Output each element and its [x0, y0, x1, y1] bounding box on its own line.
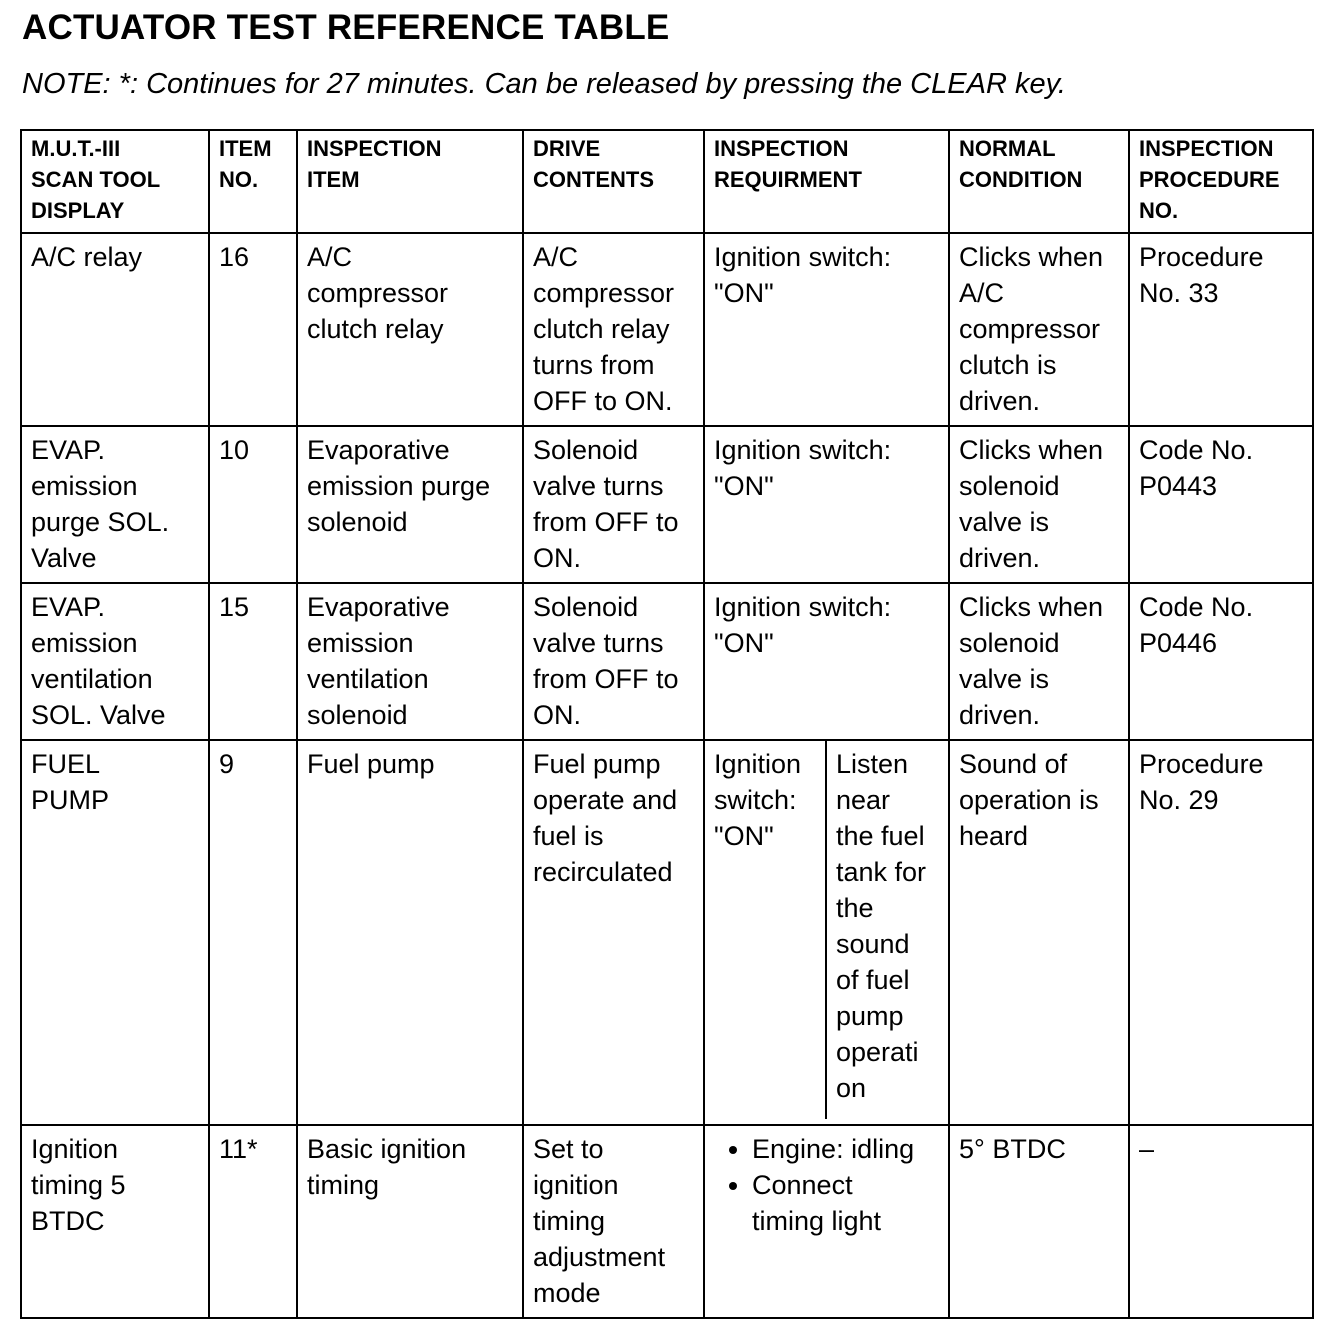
table-row — [21, 583, 1313, 740]
cell-normal-condition: 5° BTDC — [949, 1125, 1129, 1318]
requirement-bullet-list — [714, 1131, 942, 1239]
cell-procedure: Code No. P0443 — [1129, 426, 1313, 583]
col-header-display: M.U.T.-III SCAN TOOL DISPLAY — [21, 130, 209, 233]
cell-inspection-item: Evaporative emission purge solenoid — [297, 426, 523, 583]
col-header-drive-contents: DRIVE CONTENTS — [523, 130, 704, 233]
cell-inspection-item: Fuel pump — [297, 740, 523, 1125]
table-row — [21, 740, 1313, 1125]
cell-procedure: Procedure No. 29 — [1129, 740, 1313, 1125]
col-header-item-no: ITEM NO. — [209, 130, 297, 233]
col-header-procedure: INSPECTION PROCEDURE NO. — [1129, 130, 1313, 233]
cell-item-no: 15 — [209, 583, 297, 740]
cell-inspection-item: Evaporative emission ventilation solenoid — [297, 583, 523, 740]
actuator-test-table — [20, 129, 1314, 1319]
cell-display: EVAP. emission purge SOL. Valve — [21, 426, 209, 583]
cell-drive-contents: Fuel pump operate and fuel is recirculated — [523, 740, 704, 1125]
note-text: NOTE: *: Continues for 27 minutes. Can be released by pressing the CLEAR key. — [22, 68, 1066, 100]
cell-procedure: Procedure No. 33 — [1129, 233, 1313, 426]
cell-display: EVAP. emission ventilation SOL. Valve — [21, 583, 209, 740]
cell-requirement — [704, 740, 949, 1125]
cell-normal-condition: Clicks when solenoid valve is driven. — [949, 583, 1129, 740]
cell-item-no: 11* — [209, 1125, 297, 1318]
cell-requirement: Ignition switch: "ON" — [704, 426, 949, 583]
cell-item-no: 10 — [209, 426, 297, 583]
table-row — [21, 426, 1313, 583]
table-row — [21, 1125, 1313, 1318]
cell-drive-contents: Set to ignition timing adjustment mode — [523, 1125, 704, 1318]
cell-display: FUEL PUMP — [21, 740, 209, 1125]
cell-requirement: Ignition switch: "ON" — [704, 583, 949, 740]
cell-display: Ignition timing 5 BTDC — [21, 1125, 209, 1318]
requirement-right: Listen near the fuel tank for the sound of fuel pump operati on — [836, 749, 927, 1103]
cell-normal-condition: Clicks when A/C compressor clutch is driven. — [949, 233, 1129, 426]
col-header-inspection-item: INSPECTION ITEM — [297, 130, 523, 233]
cell-requirement — [704, 1125, 949, 1318]
page-title: ACTUATOR TEST REFERENCE TABLE — [22, 8, 670, 47]
list-item: • Engine: idling — [752, 1131, 942, 1167]
cell-item-no: 16 — [209, 233, 297, 426]
table-row — [21, 233, 1313, 426]
requirement-left: Ignition switch: "ON" — [705, 741, 827, 1119]
list-item: • Connect timing light — [752, 1167, 942, 1239]
cell-display: A/C relay — [21, 233, 209, 426]
header-row — [21, 130, 1313, 233]
cell-procedure: – — [1129, 1125, 1313, 1318]
cell-drive-contents: Solenoid valve turns from OFF to ON. — [523, 426, 704, 583]
cell-drive-contents: Solenoid valve turns from OFF to ON. — [523, 583, 704, 740]
col-header-requirement: INSPECTION REQUIRMENT — [704, 130, 949, 233]
cell-procedure: Code No. P0446 — [1129, 583, 1313, 740]
col-header-normal-condition: NORMAL CONDITION — [949, 130, 1129, 233]
cell-inspection-item: A/C compressor clutch relay — [297, 233, 523, 426]
cell-drive-contents: A/C compressor clutch relay turns from OFF to ON. — [523, 233, 704, 426]
cell-normal-condition: Clicks when solenoid valve is driven. — [949, 426, 1129, 583]
cell-normal-condition: Sound of operation is heard — [949, 740, 1129, 1125]
requirement-split — [705, 741, 948, 1119]
cell-inspection-item: Basic ignition timing — [297, 1125, 523, 1318]
cell-requirement: Ignition switch: "ON" — [704, 233, 949, 426]
cell-item-no: 9 — [209, 740, 297, 1125]
